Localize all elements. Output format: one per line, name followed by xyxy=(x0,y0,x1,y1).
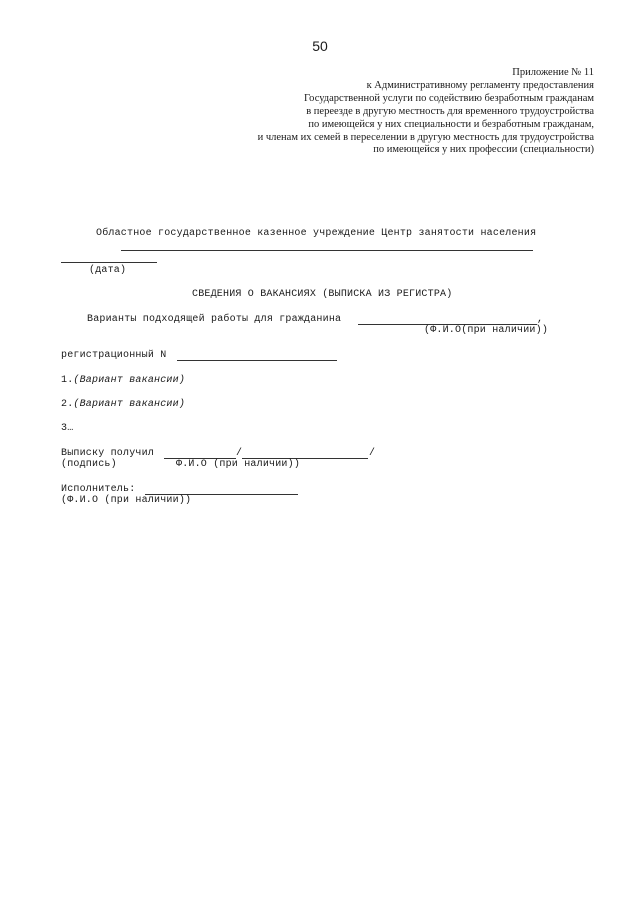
executor-label: Исполнитель: xyxy=(61,484,136,495)
date-label: (дата) xyxy=(89,265,127,276)
vacancy-item-1 xyxy=(61,375,185,386)
date-field-line[interactable] xyxy=(61,262,157,263)
vacancy-item-2-text: (Вариант вакансии) xyxy=(73,399,186,410)
appendix-line: и членам их семей в переселении в другую местность для трудоустройства xyxy=(257,131,594,143)
executor-name-note: (Ф.И.О (при наличии)) xyxy=(61,495,192,506)
registration-number-field-line[interactable] xyxy=(177,360,337,361)
citizen-name-note: (Ф.И.О(при наличии)) xyxy=(424,325,549,336)
citizen-name-comma: , xyxy=(537,314,544,325)
appendix-line: по имеющейся у них специальности и безработным гражданам, xyxy=(308,118,594,130)
vacancy-item-2 xyxy=(61,399,185,410)
vacancy-item-1-number: 1. xyxy=(61,375,74,386)
appendix-header xyxy=(258,67,594,157)
received-slash-1: / xyxy=(236,448,243,459)
vacancy-item-3: 3… xyxy=(61,423,74,434)
vacancy-item-1-text: (Вариант вакансии) xyxy=(73,375,186,386)
appendix-line: Государственной услуги по содействию безработным гражданам xyxy=(304,92,594,104)
organization-name: Областное государственное казенное учреждение Центр занятости населения xyxy=(96,228,537,239)
appendix-line: по имеющейся у них профессии (специальности) xyxy=(373,144,594,156)
vacancy-item-2-number: 2. xyxy=(61,399,74,410)
registration-number-label: регистрационный N xyxy=(61,350,167,361)
organization-underline xyxy=(121,250,533,251)
appendix-line: в переезде в другую местность для временного трудоустройства xyxy=(306,105,594,117)
received-name-note: Ф.И.О (при наличии)) xyxy=(176,459,301,470)
received-by-label: Выписку получил xyxy=(61,448,155,459)
received-slash-2: / xyxy=(369,448,376,459)
page-number: 50 xyxy=(312,38,328,54)
appendix-line: к Административному регламенту предоставления xyxy=(366,79,594,91)
vacancy-options-label: Варианты подходящей работы для гражданина xyxy=(87,314,342,325)
signature-note: (подпись) xyxy=(61,459,117,470)
form-title: СВЕДЕНИЯ О ВАКАНСИЯХ (ВЫПИСКА ИЗ РЕГИСТРА) xyxy=(192,289,453,300)
appendix-line: Приложение № 11 xyxy=(512,67,594,78)
